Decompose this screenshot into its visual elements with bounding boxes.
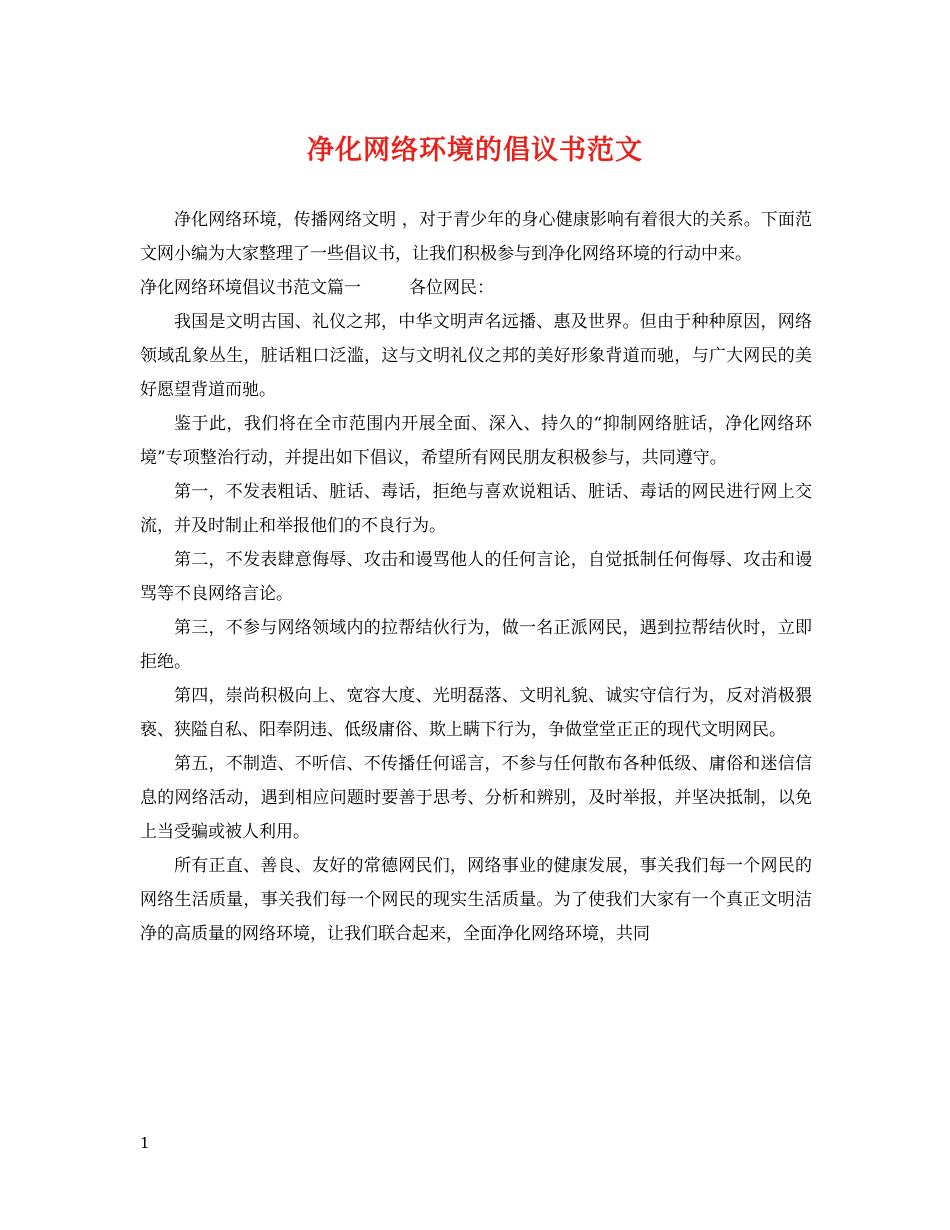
body-paragraph: 第三，不参与网络领域内的拉帮结伙行为，做一名正派网民，遇到拉帮结伙时，立即拒绝。: [140, 618, 812, 672]
body-paragraph: 我国是文明古国、礼仪之邦，中华文明声名远播、惠及世界。但由于种种原因，网络领域乱象丛生，脏话粗口泛滥，这与文明礼仪之邦的美好形象背道而驰，与广大网民的美好愿望背道而驰。: [140, 312, 812, 400]
section-heading-line: [140, 271, 812, 305]
salutation: 各位网民：: [409, 278, 494, 298]
body-paragraph: 第一，不发表粗话、脏话、毒话，拒绝与喜欢说粗话、脏话、毒话的网民进行网上交流，并及时制止和举报他们的不良行为。: [140, 482, 812, 536]
document-title: 净化网络环境的倡议书范文: [307, 135, 643, 166]
section-heading: 净化网络环境倡议书范文篇一: [140, 278, 361, 298]
body-paragraph: 所有正直、善良、友好的常德网民们，网络事业的健康发展，事关我们每一个网民的网络生活质量，事关我们每一个网民的现实生活质量。为了使我们大家有一个真正文明洁净的高质量的网络环境，让我们联合起来，全面净化网络环境，共同: [140, 856, 812, 944]
body-paragraph: 第二，不发表肆意侮辱、攻击和谩骂他人的任何言论，自觉抵制任何侮辱、攻击和谩骂等不良网络言论。: [140, 550, 812, 604]
body-paragraph: 鉴于此，我们将在全市范围内开展全面、深入、持久的“抑制网络脏话，净化网络环境”专项整治行动，并提出如下倡议，希望所有网民朋友积极参与，共同遵守。: [140, 414, 812, 468]
body-paragraph: 第五，不制造、不听信、不传播任何谣言，不参与任何散布各种低级、庸俗和迷信信息的网络活动，遇到相应问题时要善于思考、分析和辨别，及时举报，并坚决抵制，以免上当受骗或被人利用。: [140, 754, 812, 842]
intro-paragraph: 净化网络环境，传播网络文明 ，对于青少年的身心健康影响有着很大的关系。下面范文网小编为大家整理了一些倡议书，让我们积极参与到净化网络环境的行动中来。: [140, 210, 812, 264]
body-paragraph: 第四，崇尚积极向上、宽容大度、光明磊落、文明礼貌、诚实守信行为，反对消极猥亵、狭隘自私、阳奉阴违、低级庸俗、欺上瞒下行为，争做堂堂正正的现代文明网民。: [140, 686, 812, 740]
document-body: [140, 203, 812, 951]
page-number: 1: [140, 1134, 150, 1152]
